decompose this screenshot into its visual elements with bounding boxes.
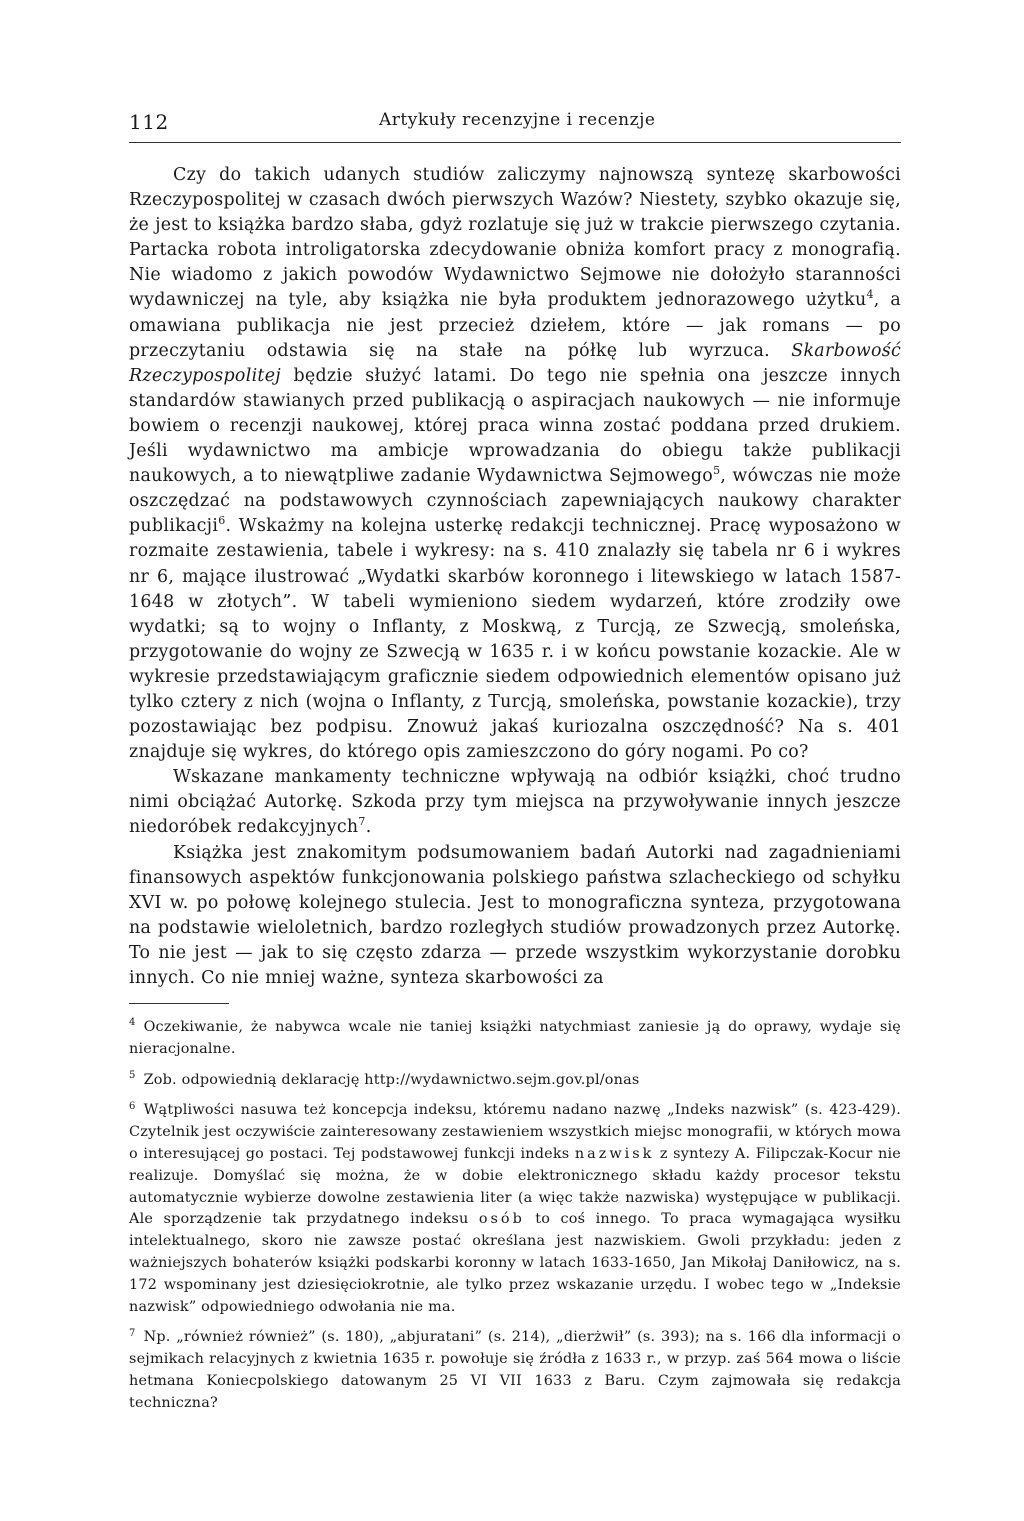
footnote-number: 6 [129, 1100, 136, 1112]
footnote-4 [129, 1017, 901, 1061]
footnote-text: Zob. odpowiednią deklarację http://wydawnictwo.sejm.gov.pl/onas [143, 1071, 640, 1088]
text-run: , a omawiana publikacja nie jest przecież dziełem, które — jak romans — po przeczytaniu odstawia się na stałe na półkę lub wyrzuca. [129, 290, 901, 361]
footnote-ref-7: 7 [358, 815, 366, 829]
text-run: Wskazane mankamenty techniczne wpływają na odbiór książki, choć trudno nimi obciążać Autorkę. Szkoda przy tym miejsca na przywoływanie innych jeszcze niedoróbek redakcyjnych [129, 767, 901, 838]
footnote-text: to coś innego. To praca wymagająca wysiłku intelektualnego, skoro nie zawsze postać określana jest nazwiskiem. Gwoli przykładu: jeden z ważniejszych bohaterów książki podskarbi koronny w latach 1633-1650, Jan Mikołaj Daniłowicz, na s. 172 wspominany jest dziesięciokrotnie, ale tylko przez wskazanie urzędu. I wobec tego w „Indeksie nazwisk” odpowiedniego odwołania nie ma. [129, 1211, 901, 1315]
footnote-ref-5: 5 [713, 464, 721, 478]
footnote-ref-4: 4 [866, 288, 874, 302]
paragraph-1 [129, 163, 901, 765]
page-header [129, 110, 901, 140]
footnote-number: 7 [129, 1327, 136, 1339]
footnote-number: 5 [129, 1069, 136, 1081]
text-run: będzie służyć latami. Do tego nie spełnia ona jeszcze innych standardów stawianych przed publikacją o aspiracjach naukowych — nie informuje bowiem o recenzji naukowej, której praca winna zostać poddana przed drukiem. Jeśli wydawnictwo ma ambicje wprowadzania do obiegu także publikacji naukowych, a to niewątpliwe zadanie Wydawnictwa Sejmowego [129, 365, 901, 487]
paragraph-3: Książka jest znakomitym podsumowaniem badań Autorki nad zagadnieniami finansowych aspektów funkcjonowania polskiego państwa szlacheckiego od schyłku XVI w. po połowę kolejnego stulecia. Jest to monograficzna synteza, przygotowana na podstawie wieloletnich, bardzo rozległych studiów prowadzonych przez Autorkę. To nie jest — jak to się często zdarza — przede wszystkim wykorzystanie dorobku innych. Co nie mniej ważne, synteza skarbowości za [129, 842, 901, 988]
paragraph-2 [129, 765, 901, 840]
spaced-word: osób [478, 1211, 525, 1228]
footnote-rule [129, 1003, 229, 1004]
footnote-text: Oczekiwanie, że nabywca wcale nie taniej książki natychmiast zaniesie ją do oprawy, wydaje się nieracjonalne. [129, 1019, 901, 1057]
text-run: . [365, 817, 372, 838]
text-run: , wówczas nie może oszczędzać na podstawowych czynnościach zapewniających naukowy charakter publikacji [129, 466, 901, 537]
footnote-6 [129, 1100, 901, 1318]
main-text [129, 163, 901, 991]
footnotes [129, 1017, 901, 1424]
footnote-ref-6: 6 [218, 514, 226, 528]
running-title: Artykuły recenzyjne i recenzje [379, 110, 656, 130]
header-rule [129, 142, 901, 143]
text-run: Czy do takich udanych studiów zaliczymy najnowszą syntezę skarbowości Rzeczypospolitej w czasach dwóch pierwszych Wazów? Niestety, szybko okazuje się, że jest to książka bardzo słaba, gdyż rozlatuje się już w trakcie pierwszego czytania. Partacka robota introligatorska zdecydowanie obniża komfort pracy z monografią. Nie wiadomo z jakich powodów Wydawnictwo Sejmowe nie dołożyło staranności wydawniczej na tyle, aby książka nie była produktem jednorazowego użytku [129, 165, 901, 311]
footnote-text: Np. „również również” (s. 180), „abjuratani” (s. 214), „dierżwił” (s. 393); na s. 166 dla informacji o sejmikach relacyjnych z kwietnia 1635 r. powołuje się źródła z 1633 r., w przyp. zaś 564 mowa o liście hetmana Koniecpolskiego datowanym 25 VI VII 1633 z Baru. Czym zajmowała się redakcja techniczna? [129, 1329, 901, 1411]
page-number: 112 [129, 110, 169, 134]
footnote-5 [129, 1070, 901, 1092]
footnote-text: z syntezy A. Filipczak-Kocur nie realizuje. Domyślać się można, że w dobie elektronicznego składu każdy procesor tekstu automatycznie wybierze dowolne zestawienia liter (a więc także nazwiska) występujące w publikacji. Ale sporządzenie tak przydatnego indeksu [129, 1145, 902, 1228]
footnote-text: Wątpliwości nasuwa też koncepcja indeksu, któremu nadano nazwę „Indeks nazwisk” (s. 423-429). Czytelnik jest oczywiście zainteresowany zestawieniem wszystkich miejsc monografii, w których mowa o interesującej go postaci. Tej podstawowej funkcji indeks [129, 1102, 901, 1162]
footnote-7 [129, 1327, 901, 1414]
footnote-number: 4 [129, 1017, 136, 1029]
book-title-italic: Skarbowość Rzeczypospolitej [129, 340, 901, 386]
text-run: . Wskażmy na kolejna usterkę redakcji technicznej. Pracę wyposażono w rozmaite zestawienia, tabele i wykresy: na s. 410 znalazły się tabela nr 6 i wykres nr 6, mające ilustrować „Wydatki skarbów koronnego i litewskiego w latach 1587-1648 w złotych”. W tabeli wymieniono siedem wydarzeń, które zrodziły owe wydatki; są to wojny o Inflanty, z Moskwą, z Turcją, ze Szwecją, smoleńska, przygotowanie do wojny ze Szwecją w 1635 r. i w końcu powstanie kozackie. Ale w wykresie przedstawiającym graficznie siedem odpowiednich elementów opisano już tylko cztery z nich (wojna o Inflanty, z Turcją, smoleńska, powstanie kozackie), trzy pozostawiając bez podpisu. Znowuż jakaś kuriozalna oszczędność? Na s. 401 znajduje się wykres, do którego opis zamieszczono do góry nogami. Po co? [129, 516, 901, 763]
spaced-word: nazwisk [574, 1145, 655, 1162]
